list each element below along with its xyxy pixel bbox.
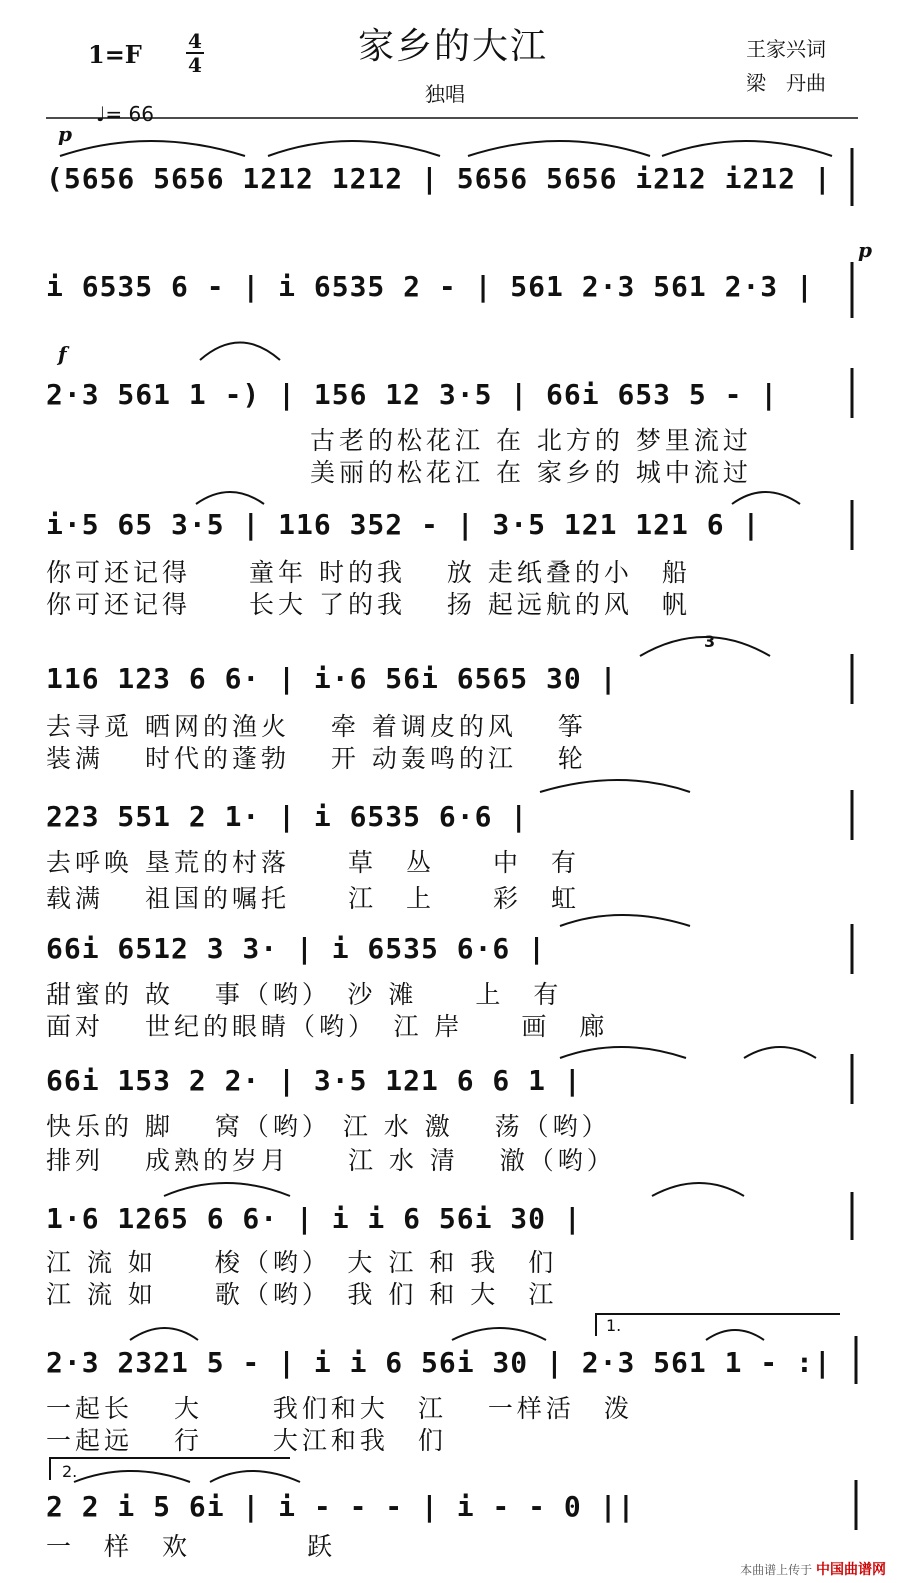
- lyric-v1-line-5: 去寻觅 晒网的渔火 牵 着调皮的风 筝: [46, 712, 587, 741]
- slur: [662, 141, 832, 156]
- lyric-v2-line-7: 面对 世纪的眼睛（哟） 江 岸 画 廊: [46, 1012, 609, 1041]
- lyric-v1-line-7: 甜蜜的 故 事（哟） 沙 滩 上 有: [46, 980, 563, 1009]
- slur: [130, 1328, 198, 1340]
- slur: [74, 1471, 190, 1482]
- slur: [200, 343, 280, 361]
- time-numerator: 4: [188, 29, 202, 53]
- slur: [732, 492, 800, 504]
- lyric-v1-line-8: 快乐的 脚 窝（哟） 江 水 激 荡（哟）: [46, 1112, 611, 1141]
- lyric-v2-line-3: 美丽的松花江 在 家乡的 城中流过: [310, 458, 752, 487]
- music-line-5: 116 123 6 6· | i·6 56i 6565 30 |: [46, 662, 618, 695]
- slur: [560, 1047, 686, 1058]
- dynamic-forte: f: [58, 342, 67, 366]
- lyricist-credit: 王家兴词: [746, 37, 826, 61]
- slur: [706, 1330, 764, 1340]
- triplet-mark: 3: [704, 632, 716, 651]
- slur: [60, 141, 245, 156]
- slur: [560, 915, 690, 926]
- music-line-8: 66i 153 2 2· | 3·5 121 6 6 1 |: [46, 1064, 582, 1097]
- lyric-v1-line-6: 去呼唤 垦荒的村落 草 丛 中 有: [46, 848, 580, 877]
- song-title: 家乡的大江: [357, 26, 548, 67]
- dynamic-piano-2: p: [858, 238, 872, 262]
- lyric-v2-line-8: 排列 成熟的岁月 江 水 清 澈（哟）: [46, 1146, 616, 1175]
- source-footer: [740, 1559, 886, 1579]
- music-line-11: 2 2 i 5 6i | i - - - | i - - 0 ||: [46, 1490, 636, 1523]
- slur: [164, 1183, 290, 1196]
- dynamic-piano-1: p: [58, 122, 72, 146]
- lyric-v1-line-11: 一 样 欢 跃: [46, 1532, 337, 1561]
- lyric-v2-line-5: 装满 时代的蓬勃 开 动轰鸣的江 轮: [46, 744, 587, 773]
- music-line-9: 1·6 1265 6 6· | i i 6 56i 30 |: [46, 1202, 582, 1235]
- music-line-4: i·5 65 3·5 | 116 352 - | 3·5 121 121 6 |: [46, 508, 761, 541]
- slur: [210, 1471, 300, 1482]
- lyric-v1-line-4: 你可还记得 童年 时的我 放 走纸叠的小 船: [46, 558, 691, 587]
- music-line-2: i 6535 6 - | i 6535 2 - | 561 2·3 561 2·3 |: [46, 270, 814, 303]
- lyric-v1-line-3: 古老的松花江 在 北方的 梦里流过: [310, 426, 752, 455]
- slur: [640, 637, 770, 656]
- key-signature: 1=F: [88, 40, 142, 69]
- volta-1-label: 1.: [606, 1316, 622, 1335]
- slur: [744, 1047, 816, 1058]
- composer-credit: 梁 丹曲: [746, 71, 826, 95]
- slur: [268, 141, 440, 156]
- lyric-v1-line-10: 一起长 大 我们和大 江 一样活 泼: [46, 1394, 633, 1423]
- volta-2-label: 2.: [62, 1462, 78, 1481]
- slur: [452, 1328, 546, 1340]
- footer-text: 本曲谱上传于: [740, 1563, 813, 1577]
- performance-type: 独唱: [425, 82, 465, 106]
- music-line-10: 2·3 2321 5 - | i i 6 56i 30 | 2·3 561 1 - :|: [46, 1346, 832, 1379]
- slur: [540, 780, 690, 792]
- slur: [196, 492, 264, 504]
- lyric-v2-line-9: 江 流 如 歌（哟） 我 们 和 大 江: [46, 1280, 558, 1309]
- lyric-v2-line-10: 一起远 行 大江和我 们: [46, 1426, 447, 1455]
- lyric-v2-line-4: 你可还记得 长大 了的我 扬 起远航的风 帆: [46, 590, 691, 619]
- slur: [468, 141, 650, 156]
- music-line-6: 223 551 2 1· | i 6535 6·6 |: [46, 800, 529, 833]
- tempo-marking: ♩= 66: [96, 102, 154, 126]
- music-line-7: 66i 6512 3 3· | i 6535 6·6 |: [46, 932, 547, 965]
- music-line-1: (5656 5656 1212 1212 | 5656 5656 i212 i212 |: [46, 162, 832, 195]
- lyric-v1-line-9: 江 流 如 梭（哟） 大 江 和 我 们: [46, 1248, 558, 1277]
- slur: [652, 1183, 744, 1196]
- music-line-3: 2·3 561 1 -) | 156 12 3·5 | 66i 653 5 - |: [46, 378, 779, 411]
- lyric-v2-line-6: 载满 祖国的嘱托 江 上 彩 虹: [46, 884, 580, 913]
- time-denominator: 4: [188, 53, 202, 77]
- footer-site-logo: 中国曲谱网: [816, 1562, 886, 1578]
